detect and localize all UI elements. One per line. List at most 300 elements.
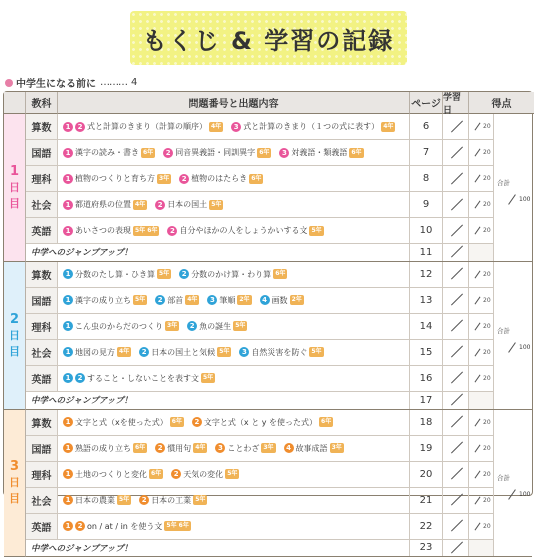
page-number: 22 <box>410 514 443 539</box>
pre-chapter-line[interactable] <box>5 75 137 90</box>
term-char: 日 <box>9 328 20 342</box>
topic-list <box>58 192 410 217</box>
topic-item <box>215 443 275 454</box>
page-number: 20 <box>410 462 443 487</box>
grade-tag: 5年 <box>195 496 206 504</box>
topic-item <box>63 495 131 506</box>
jump-up-text: 中学へのジャンプアップ！ <box>26 244 410 261</box>
term-label-3 <box>4 410 26 557</box>
subject-row[interactable] <box>26 436 494 462</box>
score-denominator: 20 <box>483 348 491 356</box>
topic-item <box>207 295 251 306</box>
topic-text: 土地のつくりと変化 <box>75 469 147 479</box>
grade-tag: 5年 <box>211 200 222 208</box>
topic-item <box>279 147 363 158</box>
topic-item <box>231 121 395 132</box>
grade-tag: 4年 <box>119 348 130 356</box>
topic-item <box>187 321 247 332</box>
score-fraction <box>473 149 491 156</box>
term-char: 日 <box>9 180 20 194</box>
fraction-slash <box>475 470 481 478</box>
topic-list <box>58 410 410 435</box>
page-number: 11 <box>410 244 443 261</box>
subject-name: 社会 <box>26 488 58 513</box>
topic-item <box>63 225 159 236</box>
subject-name: 社会 <box>26 340 58 365</box>
fraction-slash <box>475 322 481 330</box>
topic-text: 日本の農業 <box>75 495 115 505</box>
header-content: 問題番号と出題内容 <box>58 92 410 114</box>
study-date-cell[interactable] <box>443 514 469 539</box>
number-badge: 1 <box>63 469 73 479</box>
pre-chapter-page: 4 <box>131 77 138 88</box>
topic-list <box>58 140 410 165</box>
number-badge: 1 <box>63 521 73 531</box>
score-denominator: 20 <box>483 374 491 382</box>
term-label-2 <box>4 262 26 410</box>
score-cell[interactable] <box>469 366 494 391</box>
topic-text: 地図の見方 <box>75 347 115 357</box>
subject-name: 理科 <box>26 314 58 339</box>
topic-list <box>58 314 410 339</box>
score-denominator: 20 <box>483 149 491 156</box>
subject-row[interactable] <box>26 218 494 244</box>
topic-text: 分数のかけ算・わり算 <box>191 269 272 279</box>
study-date-cell[interactable] <box>443 114 469 139</box>
page-number: 15 <box>410 340 443 365</box>
fraction-slash <box>475 201 481 209</box>
score-denominator: 20 <box>483 175 491 182</box>
number-badge: 2 <box>75 122 85 132</box>
study-date-cell[interactable] <box>443 340 469 365</box>
topic-item <box>63 295 147 306</box>
subject-row[interactable] <box>26 366 494 392</box>
number-badge: 2 <box>179 174 189 184</box>
topic-text: 文字と式（x と y を使った式） <box>203 417 318 427</box>
term-char: 1 <box>9 163 20 179</box>
score-fraction <box>473 297 491 304</box>
number-badge: 2 <box>155 443 165 453</box>
subject-row[interactable] <box>26 514 494 540</box>
score-fraction <box>473 445 491 452</box>
topic-list <box>58 436 410 461</box>
topic-item <box>63 373 215 384</box>
topic-item <box>284 443 344 454</box>
date-slash <box>449 319 463 333</box>
total-fraction <box>506 491 530 498</box>
number-badge: 2 <box>75 521 85 531</box>
grade-tag: 4年 <box>383 122 394 130</box>
score-cell[interactable] <box>469 514 494 539</box>
number-badge: 3 <box>231 122 241 132</box>
date-slash <box>449 371 463 385</box>
fraction-slash <box>508 194 516 204</box>
fraction-slash <box>475 296 481 304</box>
topic-list <box>58 288 410 313</box>
score-denominator: 20 <box>483 322 491 330</box>
topic-text: 慣用句 <box>167 443 192 453</box>
date-slash <box>449 293 463 307</box>
topic-text: 式と計算のきまり（１つの式に表す） <box>243 122 380 131</box>
page-number: 8 <box>410 166 443 191</box>
score-cell[interactable] <box>469 166 494 191</box>
score-fraction <box>473 271 491 278</box>
score-cell[interactable] <box>469 114 494 139</box>
topic-text: 天気の変化 <box>183 469 224 479</box>
topic-text: 式と計算のきまり（計算の順序） <box>87 122 207 131</box>
topic-text: 故事成語 <box>295 443 328 453</box>
subject-row[interactable] <box>26 262 494 288</box>
grade-tag: 4年 <box>187 296 198 304</box>
topic-text: 分数のたし算・ひき算 <box>75 269 155 279</box>
topic-text: 漢字の読み・書き <box>75 148 139 157</box>
study-date-cell[interactable] <box>443 218 469 243</box>
fraction-slash <box>475 227 481 235</box>
date-slash <box>449 198 463 212</box>
study-date-cell[interactable] <box>443 314 469 339</box>
study-date-cell[interactable] <box>443 410 469 435</box>
number-badge: 1 <box>63 295 73 305</box>
total-denominator: 100 <box>519 195 531 203</box>
date-slash <box>449 267 463 281</box>
score-fraction <box>473 201 491 208</box>
score-fraction <box>473 323 491 330</box>
term-char: 目 <box>9 492 20 506</box>
study-date-cell[interactable] <box>443 392 469 409</box>
pre-chapter-label: 中学生になる前に <box>16 79 96 90</box>
score-denominator: 20 <box>483 470 491 478</box>
header-score: 得点 <box>469 92 534 114</box>
date-slash <box>449 519 463 533</box>
subject-row[interactable] <box>26 340 494 366</box>
number-badge: 2 <box>179 269 189 279</box>
study-date-cell[interactable] <box>443 140 469 165</box>
score-cell[interactable] <box>469 340 494 365</box>
topic-item <box>63 521 191 532</box>
page-number: 14 <box>410 314 443 339</box>
score-denominator: 20 <box>483 296 491 304</box>
topic-item <box>155 199 223 210</box>
study-date-cell[interactable] <box>443 166 469 191</box>
grade-tag: 6年 <box>259 148 270 156</box>
score-denominator: 20 <box>483 201 491 208</box>
subject-name: 理科 <box>26 166 58 191</box>
total-fraction <box>506 196 530 203</box>
total-score-cell[interactable] <box>494 410 532 557</box>
date-slash <box>449 172 463 186</box>
grade-tag: 5年 <box>311 226 322 234</box>
topic-text: すること・しないことを表す文 <box>87 373 199 383</box>
study-date-cell[interactable] <box>443 366 469 391</box>
topic-item <box>63 121 223 132</box>
page-title: もくじ & 学習の記録 <box>130 11 407 65</box>
topic-item <box>155 295 199 306</box>
study-date-cell[interactable] <box>443 488 469 513</box>
subject-row[interactable] <box>26 288 494 314</box>
subject-row[interactable] <box>26 166 494 192</box>
grade-tag: 6年 <box>151 470 162 478</box>
subject-name: 算数 <box>26 114 58 139</box>
term-char: 日 <box>9 476 20 490</box>
page-number: 16 <box>410 366 443 391</box>
grade-tag: 5年 <box>119 496 130 504</box>
fraction-slash <box>475 444 481 452</box>
date-slash <box>449 393 463 407</box>
score-denominator: 20 <box>483 123 491 130</box>
topic-item <box>155 443 207 454</box>
subject-name: 算数 <box>26 262 58 287</box>
score-denominator: 20 <box>483 270 491 278</box>
fraction-slash <box>475 175 481 183</box>
page-number: 6 <box>410 114 443 139</box>
topic-item <box>63 269 171 280</box>
subject-name: 英語 <box>26 218 58 243</box>
topic-text: 日本の工業 <box>151 495 192 505</box>
date-slash <box>449 345 463 359</box>
page-number: 9 <box>410 192 443 217</box>
topic-text: こん虫のからだのつくり <box>75 321 163 331</box>
header-subject: 教科 <box>26 92 58 114</box>
subject-name: 国語 <box>26 140 58 165</box>
term-char: 目 <box>9 344 20 358</box>
topic-item <box>63 173 171 184</box>
score-cell[interactable] <box>469 410 494 435</box>
contents-table <box>3 91 533 554</box>
number-badge: 3 <box>207 295 217 305</box>
score-cell[interactable] <box>469 262 494 287</box>
score-fraction <box>473 419 491 426</box>
subject-row[interactable] <box>26 488 494 514</box>
number-badge: 1 <box>63 148 73 158</box>
number-badge: 1 <box>63 417 73 427</box>
score-cell[interactable] <box>469 140 494 165</box>
date-slash <box>449 146 463 160</box>
subject-name: 算数 <box>26 410 58 435</box>
score-cell[interactable] <box>469 314 494 339</box>
topic-list <box>58 488 410 513</box>
total-denominator: 100 <box>519 343 531 351</box>
topic-item <box>63 147 155 158</box>
score-cell[interactable] <box>469 218 494 243</box>
topic-text: on / at / in を使う文 <box>87 521 163 531</box>
score-fraction <box>473 471 491 478</box>
term-char: 3 <box>9 459 20 475</box>
topic-list <box>58 462 410 487</box>
topic-text: 筆順 <box>219 295 236 305</box>
topic-item <box>63 443 147 454</box>
score-cell[interactable] <box>469 288 494 313</box>
subject-row[interactable] <box>26 114 494 140</box>
topic-text: 日本の国土 <box>167 200 208 209</box>
study-date-cell[interactable] <box>443 540 469 557</box>
topic-list <box>58 166 410 191</box>
grade-tag: 6年 <box>171 418 182 426</box>
study-date-cell[interactable] <box>443 244 469 261</box>
number-badge: 3 <box>279 148 289 158</box>
study-date-cell[interactable] <box>443 462 469 487</box>
fraction-slash <box>475 123 481 131</box>
fraction-slash <box>475 270 481 278</box>
subject-name: 英語 <box>26 366 58 391</box>
grade-tag: 4年 <box>135 200 146 208</box>
date-slash <box>449 467 463 481</box>
topic-list <box>58 262 410 287</box>
topic-list <box>58 514 410 539</box>
number-badge: 1 <box>63 443 73 453</box>
number-badge: 1 <box>63 200 73 210</box>
score-fraction <box>473 123 491 130</box>
page-number: 19 <box>410 436 443 461</box>
score-cell[interactable] <box>469 462 494 487</box>
score-denominator: 20 <box>483 496 491 504</box>
number-badge: 2 <box>155 200 165 210</box>
subject-row[interactable] <box>26 314 494 340</box>
subject-name: 理科 <box>26 462 58 487</box>
score-denominator: 20 <box>483 227 491 234</box>
topic-text: 文字と式（xを使った式） <box>75 417 168 427</box>
grade-tag: 6年 <box>135 444 146 452</box>
grade-tag: 5年 <box>203 374 214 382</box>
topic-text: 日本の国土と気候 <box>151 347 216 357</box>
date-slash <box>449 224 463 238</box>
score-cell[interactable] <box>469 192 494 217</box>
number-badge: 3 <box>239 347 249 357</box>
jump-up-row[interactable] <box>26 540 494 557</box>
topic-item <box>139 495 207 506</box>
header-term <box>4 92 26 114</box>
topic-item <box>163 147 271 158</box>
date-slash <box>449 441 463 455</box>
subject-name: 社会 <box>26 192 58 217</box>
topic-text: 部首 <box>167 295 184 305</box>
number-badge: 1 <box>63 347 73 357</box>
study-date-cell[interactable] <box>443 192 469 217</box>
number-badge: 2 <box>167 226 177 236</box>
subject-name: 国語 <box>26 288 58 313</box>
subject-row[interactable] <box>26 140 494 166</box>
topic-list <box>58 218 410 243</box>
number-badge: 2 <box>171 469 181 479</box>
date-slash <box>449 120 463 134</box>
grade-tag: 6年 <box>275 270 286 278</box>
number-badge: 2 <box>75 373 85 383</box>
number-badge: 1 <box>63 269 73 279</box>
topic-text: 植物のはたらき <box>191 174 248 183</box>
subject-row[interactable] <box>26 462 494 488</box>
grade-tag: 6年 <box>143 148 154 156</box>
jump-up-row[interactable] <box>26 244 494 262</box>
topic-text: ことわざ <box>227 443 260 453</box>
topic-text: 都道府県の位置 <box>75 200 131 209</box>
subject-row[interactable] <box>26 410 494 436</box>
number-badge: 2 <box>187 321 197 331</box>
jump-up-text: 中学へのジャンプアップ！ <box>26 540 410 557</box>
number-badge: 1 <box>63 495 73 505</box>
topic-text: あいさつの表現 <box>75 226 131 235</box>
total-score-cell[interactable] <box>494 262 532 410</box>
topic-item <box>63 417 184 428</box>
total-denominator: 100 <box>519 491 531 499</box>
fraction-slash <box>508 342 516 352</box>
topic-item <box>63 469 163 480</box>
score-fraction <box>473 375 491 382</box>
score-denominator: 20 <box>483 522 491 530</box>
header-page: ページ <box>410 92 443 114</box>
grade-tag: 5年 <box>135 296 146 304</box>
topic-item <box>260 295 304 306</box>
grade-tag: 6年 <box>251 174 262 182</box>
subject-name: 国語 <box>26 436 58 461</box>
grade-tag: 3年 <box>159 174 170 182</box>
grade-tag: 3年 <box>331 444 342 452</box>
date-slash <box>449 245 463 259</box>
grade-tag: 3年 <box>167 322 178 330</box>
date-slash <box>449 415 463 429</box>
grade-tag: 6年 <box>351 148 362 156</box>
topic-item <box>179 173 263 184</box>
subject-row[interactable] <box>26 192 494 218</box>
topic-text: 漢字の成り立ち <box>75 295 131 305</box>
topic-item <box>179 269 287 280</box>
page-number: 18 <box>410 410 443 435</box>
grade-tag: 5年 <box>159 270 170 278</box>
header-study-date: 学習日 <box>443 92 469 114</box>
total-label: 合計 <box>497 178 510 187</box>
topic-text: 対義語・類義語 <box>291 148 348 157</box>
grade-tag: 6年 <box>321 418 332 426</box>
score-denominator: 20 <box>483 444 491 452</box>
study-date-cell[interactable] <box>443 262 469 287</box>
grade-tag: 5年 6年 <box>135 226 158 234</box>
score-cell[interactable] <box>469 488 494 513</box>
score-denominator: 20 <box>483 418 491 426</box>
number-badge: 2 <box>139 495 149 505</box>
page-number: 17 <box>410 392 443 409</box>
subject-name: 英語 <box>26 514 58 539</box>
fraction-slash <box>475 374 481 382</box>
jump-up-row[interactable] <box>26 392 494 410</box>
total-score-cell[interactable] <box>494 114 532 262</box>
grade-tag: 5年 6年 <box>166 522 189 530</box>
score-cell-empty <box>469 244 494 261</box>
page-number: 23 <box>410 540 443 557</box>
total-label: 合計 <box>497 474 510 483</box>
fraction-slash <box>475 496 481 504</box>
number-badge: 2 <box>192 417 202 427</box>
score-fraction <box>473 175 491 182</box>
topic-text: 画数 <box>271 295 288 305</box>
grade-tag: 2年 <box>291 296 302 304</box>
number-badge: 1 <box>63 226 73 236</box>
topic-text: 自然災害を防ぐ <box>251 347 308 357</box>
study-date-cell[interactable] <box>443 288 469 313</box>
term-char: 2 <box>9 311 20 327</box>
score-cell[interactable] <box>469 436 494 461</box>
grade-tag: 5年 <box>219 348 230 356</box>
study-date-cell[interactable] <box>443 436 469 461</box>
score-cell-empty <box>469 392 494 409</box>
number-badge: 2 <box>163 148 173 158</box>
topic-text: 自分やほかの人をしょうかいする文 <box>179 226 308 235</box>
page-number: 12 <box>410 262 443 287</box>
score-fraction <box>473 227 491 234</box>
topic-item <box>139 347 231 358</box>
bullet-dot-icon <box>5 79 13 87</box>
number-badge: 3 <box>215 443 225 453</box>
page-number: 13 <box>410 288 443 313</box>
fraction-slash <box>475 418 481 426</box>
topic-text: 同音異義語・同訓異字 <box>175 148 256 157</box>
